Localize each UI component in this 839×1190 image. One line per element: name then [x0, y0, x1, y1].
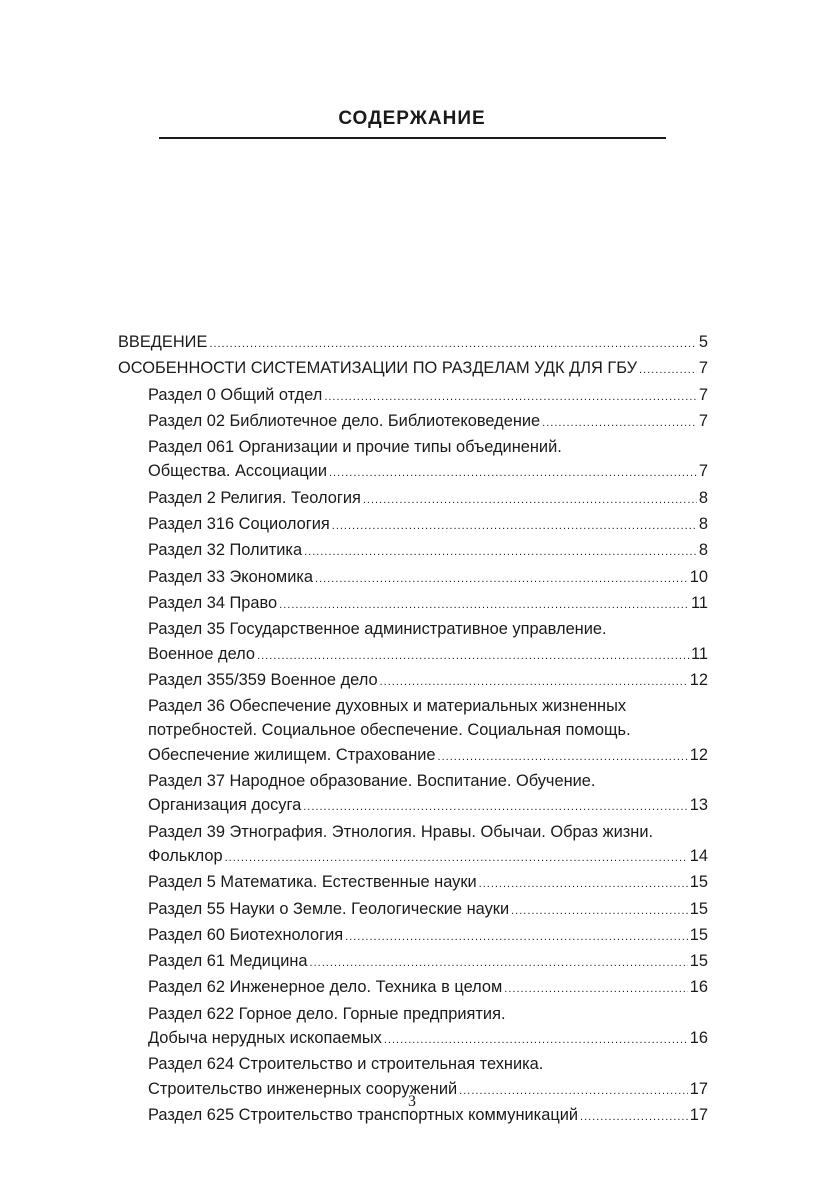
toc-entry-title: Раздел 02 Библиотечное дело. Библиотековедение [148, 411, 541, 430]
toc-page-number: 14 [689, 846, 708, 865]
dot-leader [329, 461, 697, 485]
toc-entry-title: Раздел 0 Общий отдел [148, 385, 323, 404]
toc-page-number: 15 [689, 925, 708, 944]
toc-page-number: 16 [689, 978, 708, 997]
dot-leader [479, 872, 688, 896]
toc-entry-title: Организация досуга [148, 796, 302, 815]
toc-entry-section-622[interactable]: Раздел 622 Горное дело. Горные предприятия. [148, 1004, 506, 1023]
dot-leader [438, 745, 688, 769]
page-title: СОДЕРЖАНИЕ [338, 108, 486, 129]
toc-entry-title: Строительство инженерных сооружений [148, 1079, 458, 1098]
toc-entry-features[interactable] [118, 356, 708, 382]
dot-leader [304, 540, 697, 564]
dot-leader [279, 593, 689, 617]
toc-entry-title: Обеспечение жилищем. Страхование [148, 745, 436, 764]
toc-entry-section-61[interactable] [118, 949, 708, 975]
toc-entry-section-60[interactable] [118, 923, 708, 949]
dot-leader [504, 977, 687, 1001]
toc-entry-title: Раздел 34 Право [148, 593, 278, 612]
toc-page-number: 16 [689, 1029, 708, 1048]
toc-entry-title: ВВЕДЕНИЕ [118, 333, 208, 351]
toc-entry-section-2[interactable] [118, 486, 708, 512]
dot-leader [511, 899, 688, 923]
toc-entry-section-316[interactable] [118, 512, 708, 538]
toc-page-number: 17 [689, 1105, 708, 1124]
dot-leader [257, 644, 689, 668]
toc-page-number: 7 [698, 359, 708, 378]
toc-entry-section-624[interactable]: Раздел 624 Строительство и строительная техника. [148, 1055, 544, 1074]
toc-entry-section-34[interactable] [118, 591, 708, 617]
toc-page-number: 15 [689, 873, 708, 892]
toc-entry-section-36[interactable]: Раздел 36 Обеспечение духовных и материальных жизненных [148, 697, 627, 716]
toc-entry-title: Раздел 355/359 Военное дело [148, 670, 378, 689]
dot-leader [209, 332, 696, 356]
toc-entry-section-622-continued[interactable] [118, 1026, 708, 1052]
toc-entry-title: Раздел 55 Науки о Земле. Геологические науки [148, 899, 510, 918]
dot-leader [324, 385, 697, 409]
toc-entry-section-62[interactable] [118, 975, 708, 1001]
dot-leader [345, 925, 688, 949]
dot-leader [542, 411, 697, 435]
toc-entry-title: Раздел 62 Инженерное дело. Техника в целом [148, 978, 503, 997]
toc-page-number: 13 [689, 796, 708, 815]
toc-entry-section-0[interactable] [118, 383, 708, 409]
toc-entry-title: Раздел 5 Математика. Естественные науки [148, 873, 477, 892]
toc-entry-section-36-continued[interactable] [118, 743, 708, 769]
toc-page-number: 15 [689, 952, 708, 971]
toc-entry-section-061[interactable]: Раздел 061 Организации и прочие типы объединений. [148, 438, 562, 457]
toc-entry-section-37-continued[interactable] [118, 793, 708, 819]
toc-page-number: 8 [698, 541, 708, 560]
title-rule [159, 137, 666, 139]
toc-page-number: 7 [698, 385, 708, 404]
toc-page-number: 15 [689, 899, 708, 918]
toc-page-number: 11 [690, 593, 708, 612]
toc-page-number: 8 [698, 515, 708, 534]
table-of-contents [118, 330, 708, 1129]
toc-entry-section-35[interactable]: Раздел 35 Государственное административное управление. [148, 620, 607, 639]
dot-leader [303, 795, 688, 819]
toc-entry-title: Раздел 316 Социология [148, 515, 330, 534]
toc-entry-section-36-line-2[interactable]: потребностей. Социальное обеспечение. Социальная помощь. [148, 721, 631, 740]
toc-page-number: 7 [698, 411, 708, 430]
toc-entry-title: Раздел 32 Политика [148, 541, 303, 560]
toc-entry-section-33[interactable] [118, 565, 708, 591]
toc-entry-title: Раздел 625 Строительство транспортных коммуникаций [148, 1105, 579, 1124]
dot-leader [384, 1028, 688, 1052]
toc-entry-section-39-continued[interactable] [118, 844, 708, 870]
dot-leader [332, 514, 697, 538]
toc-entry-title: Раздел 60 Биотехнология [148, 925, 344, 944]
toc-entry-title: Общества. Ассоциации [148, 462, 327, 481]
toc-page-number: 5 [698, 333, 708, 351]
dot-leader [310, 951, 688, 975]
toc-entry-section-37[interactable]: Раздел 37 Народное образование. Воспитание. Обучение. [148, 772, 596, 791]
toc-entry-section-061-continued[interactable] [118, 459, 708, 485]
toc-entry-introduction[interactable] [118, 330, 708, 356]
toc-page-number: 12 [689, 670, 708, 689]
toc-entry-title: Военное дело [148, 644, 256, 663]
toc-entry-section-355-359[interactable] [118, 668, 708, 694]
toc-entry-title: Раздел 61 Медицина [148, 952, 308, 971]
toc-entry-title: Фольклор [148, 846, 223, 865]
toc-page-number: 11 [690, 644, 708, 663]
toc-page-number: 17 [689, 1079, 708, 1098]
toc-page-number: 7 [698, 462, 708, 481]
toc-entry-section-39[interactable]: Раздел 39 Этнография. Этнология. Нравы. Обычаи. Образ жизни. [148, 822, 654, 841]
toc-entry-section-32[interactable] [118, 538, 708, 564]
dot-leader [225, 846, 688, 870]
dot-leader [380, 670, 688, 694]
page-number: 3 [408, 1093, 416, 1110]
dot-leader [639, 358, 697, 382]
toc-entry-title: Добыча нерудных ископаемых [148, 1029, 382, 1048]
toc-entry-title: Раздел 2 Религия. Теология [148, 488, 361, 507]
toc-entry-section-55[interactable] [118, 897, 708, 923]
toc-entry-section-5[interactable] [118, 870, 708, 896]
toc-entry-section-02[interactable] [118, 409, 708, 435]
toc-page-number: 10 [689, 567, 708, 586]
toc-entry-title: Раздел 33 Экономика [148, 567, 314, 586]
toc-page-number: 12 [689, 745, 708, 764]
toc-entry-section-35-continued[interactable] [118, 642, 708, 668]
dot-leader [315, 567, 688, 591]
toc-page-number: 8 [698, 488, 708, 507]
dot-leader [363, 488, 697, 512]
toc-entry-title: ОСОБЕННОСТИ СИСТЕМАТИЗАЦИИ ПО РАЗДЕЛАМ УДК ДЛЯ ГБУ [118, 359, 638, 378]
